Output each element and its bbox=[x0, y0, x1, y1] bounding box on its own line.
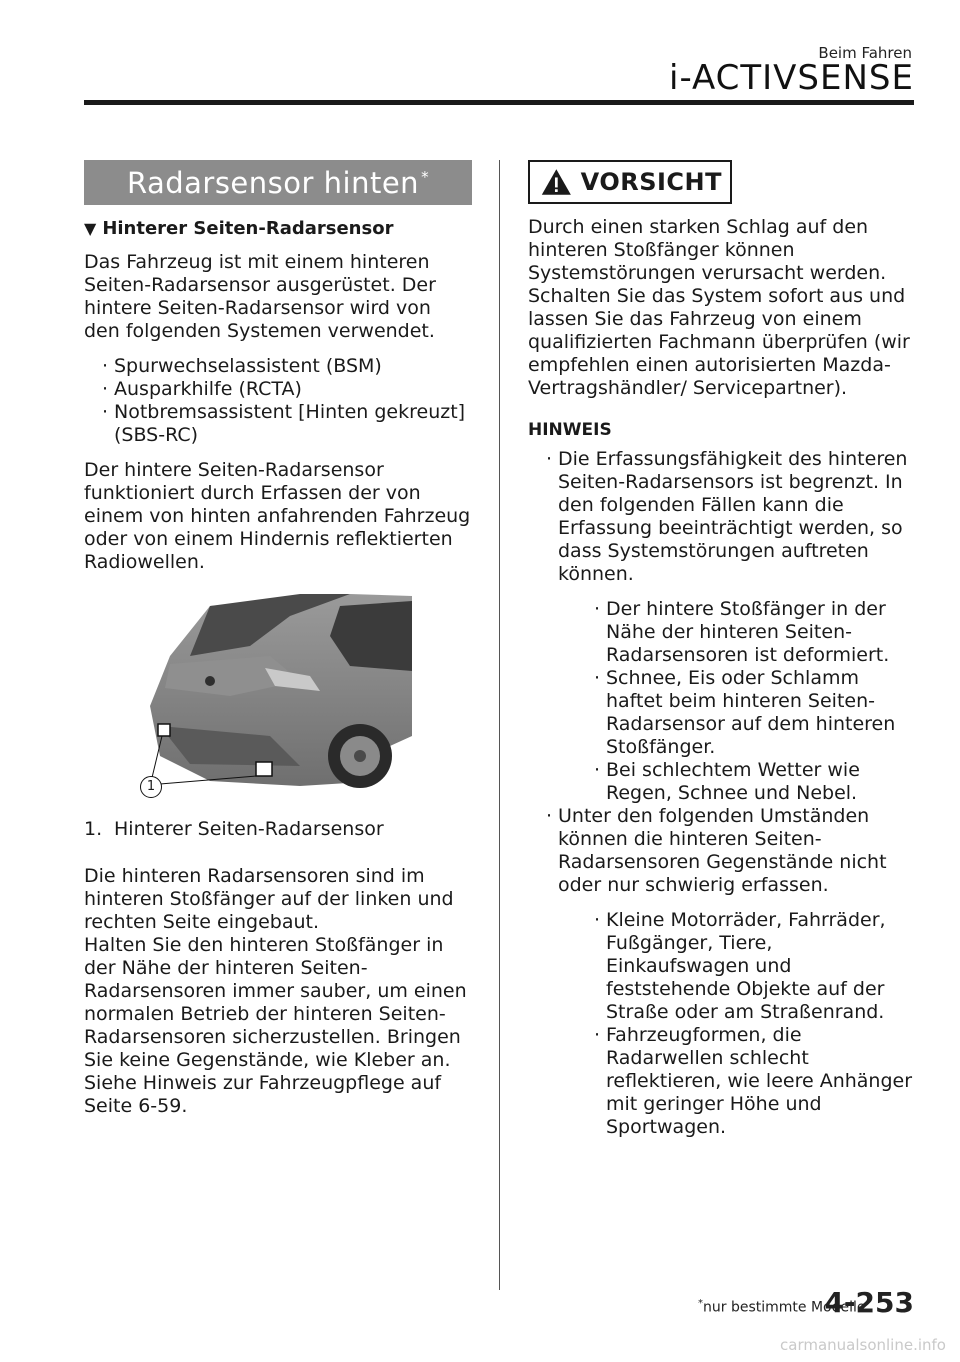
car-illustration bbox=[150, 586, 412, 806]
location-paragraph: Die hinteren Radarsensoren sind im hinteren Stoßfänger auf der linken und rechten Seite eingebaut. bbox=[84, 865, 454, 933]
note-sublist bbox=[576, 598, 920, 805]
note-list bbox=[528, 448, 920, 1139]
note-item-text: Die Erfassungsfähigkeit des hinteren Seiten-Radarsensors ist begrenzt. In den folgenden Fällen kann die Erfassung beeinträchtigt werden, so dass Systemstörungen auftreten können. bbox=[558, 448, 908, 585]
figure-caption bbox=[84, 818, 472, 841]
header-section: Beim Fahren bbox=[818, 44, 912, 62]
right-column bbox=[528, 160, 920, 1139]
car-rear-figure bbox=[146, 586, 412, 806]
caption-number: 1. bbox=[84, 818, 103, 840]
header-chapter: i-ACTIVSENSE bbox=[669, 58, 914, 98]
left-column bbox=[84, 160, 472, 1118]
system-item: · Ausparkhilfe (RCTA) bbox=[102, 378, 472, 401]
warning-text: Durch einen starken Schlag auf den hinteren Stoßfänger können Systemstörungen verursacht werden. Schalten Sie das System sofort aus und lassen Sie das Fahrzeug von einem qualifizierten Fachmann überprüfen (wir empfehlen einen autorisierten Mazda-Vertragshändler/ Servicepartner). bbox=[528, 216, 910, 399]
note-subitem: · Kleine Motorräder, Fahrräder, Fußgänger, Tiere, Einkaufswagen und feststehende Objekte auf der Straße oder am Straßenrand. bbox=[594, 909, 920, 1024]
down-triangle-icon: ▼ bbox=[84, 219, 97, 238]
figure-callout: 1 bbox=[140, 776, 162, 798]
warning-triangle-icon bbox=[540, 166, 573, 198]
subheading-text: Hinterer Seiten-Radarsensor bbox=[102, 218, 394, 239]
note-sublist bbox=[576, 909, 920, 1139]
note-subitem: · Bei schlechtem Wetter wie Regen, Schnee und Nebel. bbox=[594, 759, 920, 805]
warning-box bbox=[528, 160, 732, 204]
function-paragraph: Der hintere Seiten-Radarsensor funktioniert durch Erfassen der von einem von hinten anfahrenden Fahrzeug oder von einem Hindernis reflektierten Radiowellen. bbox=[84, 459, 471, 573]
footer-note-text: nur bestimmte Modelle bbox=[703, 1299, 866, 1316]
footer-note-mark: * bbox=[698, 1298, 703, 1309]
section-title-mark: * bbox=[421, 167, 430, 186]
subheading bbox=[84, 218, 472, 239]
warning-label: VORSICHT bbox=[580, 168, 722, 196]
note-item-text: Unter den folgenden Umständen können die hinteren Seiten-Radarsensoren Gegenstände nicht oder nur schwierig erfassen. bbox=[558, 805, 887, 896]
system-item: · Notbremsassistent [Hinten gekreuzt] (SBS-RC) bbox=[102, 401, 472, 447]
caption-text: Hinterer Seiten-Radarsensor bbox=[114, 818, 384, 840]
note-subitem: · Fahrzeugformen, die Radarwellen schlecht reflektieren, wie leere Anhänger mit geringer Höhe und Sportwagen. bbox=[594, 1024, 920, 1139]
note-title: HINWEIS bbox=[528, 420, 612, 440]
note-subitem: · Der hintere Stoßfänger in der Nähe der hinteren Seiten-Radarsensoren ist deformiert. bbox=[594, 598, 920, 667]
note-item bbox=[546, 448, 920, 805]
header-rule bbox=[84, 100, 914, 105]
note-item bbox=[546, 805, 920, 1139]
column-divider bbox=[499, 160, 500, 1290]
reference-paragraph: Siehe Hinweis zur Fahrzeugpflege auf Seite 6-59. bbox=[84, 1072, 442, 1117]
section-title: Radarsensor hinten bbox=[126, 165, 420, 200]
systems-list bbox=[84, 355, 472, 447]
system-item: · Spurwechselassistent (BSM) bbox=[102, 355, 472, 378]
note-subitem: · Schnee, Eis oder Schlamm haftet beim hinteren Seiten-Radarsensor auf dem hinteren Stoßfänger. bbox=[594, 667, 920, 759]
cleaning-paragraph: Halten Sie den hinteren Stoßfänger in der Nähe der hinteren Seiten-Radarsensoren immer sauber, um einen normalen Betrieb der hinteren Seiten-Radarsensoren sicherzustellen. Bringen Sie keine Gegenstände, wie Kleber an. bbox=[84, 934, 467, 1071]
section-banner bbox=[84, 160, 472, 205]
intro-paragraph: Das Fahrzeug ist mit einem hinteren Seiten-Radarsensor ausgerüstet. Der hintere Seiten-Radarsensor wird von den folgenden Systemen verwendet. bbox=[84, 251, 436, 342]
watermark: carmanualsonline.info bbox=[780, 1336, 946, 1354]
page-number: 4-253 bbox=[824, 1286, 914, 1319]
